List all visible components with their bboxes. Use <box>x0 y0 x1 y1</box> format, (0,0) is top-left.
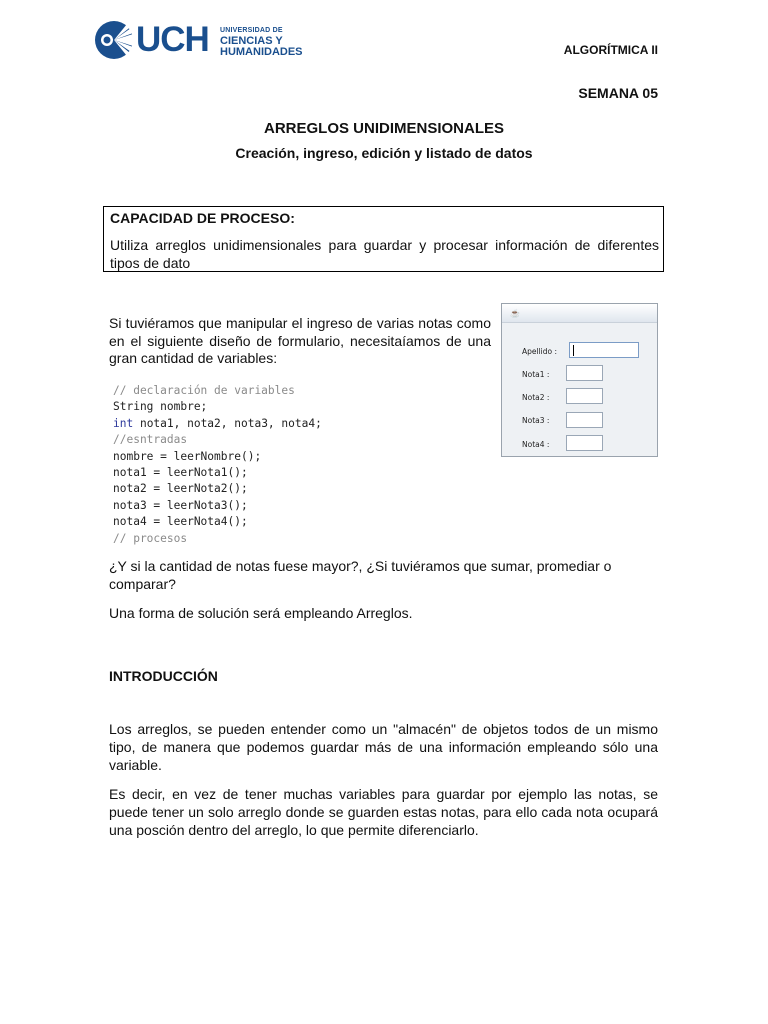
code-line: nota1, nota2, nota3, nota4; <box>133 416 322 430</box>
logo-wordmark: UCH <box>136 20 209 59</box>
code-line: nombre = leerNombre(); <box>113 449 262 463</box>
intro-text-2: Es decir, en vez de tener muchas variables para guardar por ejemplo las notas, se puede tener un solo arreglo donde se guarden estas notas, para ello cada nota ocupará una posción dentro del arreglo, lo que permite diferenciarlo. <box>109 786 658 838</box>
code-line: String nombre; <box>113 400 208 414</box>
text-caret <box>573 345 574 356</box>
apellido-input[interactable] <box>569 342 639 358</box>
university-logo <box>94 20 314 60</box>
code-line: nota4 = leerNota4(); <box>113 515 248 529</box>
label-nota4: Nota4 : <box>522 440 550 449</box>
document-subtitle: Creación, ingreso, edición y listado de datos <box>235 145 533 161</box>
uch-logo-icon <box>94 20 134 60</box>
code-line: nota2 = leerNota2(); <box>113 482 248 496</box>
capacity-text: Utiliza arreglos unidimensionales para guardar y procesar información de diferentes tipos de dato <box>110 237 659 271</box>
section-heading: INTRODUCCIÓN <box>109 668 218 684</box>
code-line: //esntradas <box>113 433 188 447</box>
logo-sub-line-2: CIENCIAS Y <box>220 35 283 47</box>
capacity-heading: CAPACIDAD DE PROCESO: <box>110 210 295 226</box>
logo-sub-line-1: UNIVERSIDAD DE <box>220 27 283 34</box>
code-line: // declaración de variables <box>113 384 295 397</box>
code-line: nota3 = leerNota3(); <box>113 498 248 512</box>
logo-subtitle <box>220 25 303 58</box>
nota3-input[interactable] <box>566 412 603 428</box>
intro-paragraph: Si tuviéramos que manipular el ingreso de varias notas como en el siguiente diseño de formulario, necesitaíamos de una gran cantidad de variables: <box>109 315 491 366</box>
form-screenshot <box>501 303 658 457</box>
capacity-box <box>103 206 664 272</box>
nota1-input[interactable] <box>566 365 603 381</box>
solution-paragraph: Una forma de solución será empleando Arreglos. <box>109 605 413 621</box>
document-title: ARREGLOS UNIDIMENSIONALES <box>263 120 504 137</box>
java-window-icon: ☕ <box>510 309 520 318</box>
intro-text-1: Los arreglos, se pueden entender como un "almacén" de objetos todos de un mismo tipo, de manera que podemos guardar más de una información empleando sólo una variable. <box>109 721 658 773</box>
nota4-input[interactable] <box>566 435 603 451</box>
form-titlebar <box>502 304 658 323</box>
code-line: // procesos <box>113 531 188 545</box>
nota2-input[interactable] <box>566 388 603 404</box>
logo-sub-line-3: HUMANIDADES <box>220 46 303 58</box>
course-name: ALGORÍTMICA II <box>563 43 658 57</box>
code-keyword: int <box>113 416 134 430</box>
label-nota3: Nota3 : <box>522 416 550 425</box>
code-line: nota1 = leerNota1(); <box>113 466 248 480</box>
week-label: SEMANA 05 <box>578 85 658 101</box>
label-nota2: Nota2 : <box>522 393 550 402</box>
label-apellido: Apellido : <box>522 347 558 356</box>
question-paragraph: ¿Y si la cantidad de notas fuese mayor?, ¿Si tuviéramos que sumar, promediar o comparar? <box>109 558 612 592</box>
code-snippet <box>113 383 322 547</box>
label-nota1: Nota1 : <box>522 370 550 379</box>
